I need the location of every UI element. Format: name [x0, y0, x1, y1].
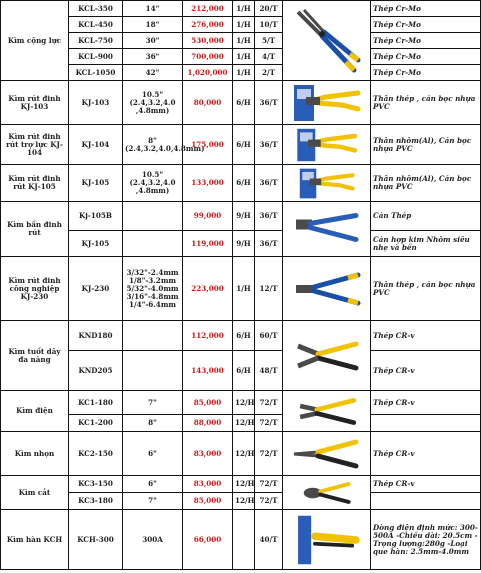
unit-cell: 1/H	[233, 257, 255, 321]
pack-cell: 48/T	[255, 351, 283, 391]
size-cell: 10.5"(2.4,3.2,4.0 ,4.8mm)	[123, 165, 183, 202]
table-row	[1, 125, 481, 165]
price-cell: 212,000	[183, 1, 233, 17]
unit-cell: 1/H	[233, 49, 255, 65]
price-cell: 85,000	[183, 493, 233, 510]
unit-cell: 6/H	[233, 125, 255, 165]
product-image-cell	[283, 165, 371, 202]
size-cell: 6"	[123, 432, 183, 476]
size-cell: 3/32"-2.4mm 1/8"-3.2mm 5/32"-4.0mm 3/16"-4.8mm 1/4"-6.4mm	[123, 257, 183, 321]
pack-cell: 5/T	[255, 33, 283, 49]
linesman-plier-icon	[283, 393, 370, 430]
table-row	[1, 17, 481, 33]
industrial-riveter-icon	[283, 259, 370, 319]
unit-cell	[233, 510, 255, 570]
price-cell: 530,000	[183, 33, 233, 49]
price-cell: 1,020,000	[183, 65, 233, 81]
category-cell: Kìm điện	[1, 391, 69, 432]
table-row	[1, 231, 481, 257]
pack-cell: 72/T	[255, 476, 283, 493]
category-cell: Kìm tuốt dây đa năng	[1, 321, 69, 391]
product-image-cell	[283, 391, 371, 432]
unit-cell: 12/H	[233, 432, 255, 476]
rivet-gun-icon	[283, 127, 370, 163]
pack-cell: 72/T	[255, 493, 283, 510]
size-cell: 300A	[123, 510, 183, 570]
unit-cell: 9/H	[233, 202, 255, 231]
size-cell: 42"	[123, 65, 183, 81]
table-row	[1, 165, 481, 202]
note-cell: Thân nhôm(Al), Cán bọc nhựa PVC	[371, 165, 481, 202]
price-cell: 99,000	[183, 202, 233, 231]
price-cell: 66,000	[183, 510, 233, 570]
table-row	[1, 476, 481, 493]
note-cell: Thép Cr-Mo	[371, 65, 481, 81]
code-cell: KCL-750	[69, 33, 123, 49]
code-cell: KC2-150	[69, 432, 123, 476]
code-cell: KND180	[69, 321, 123, 351]
price-cell: 119,000	[183, 231, 233, 257]
pack-cell: 72/T	[255, 415, 283, 432]
table-row	[1, 321, 481, 351]
size-cell: 14"	[123, 1, 183, 17]
electrode-holder-icon	[283, 512, 370, 568]
unit-cell: 6/H	[233, 81, 255, 125]
size-cell: 7"	[123, 493, 183, 510]
price-cell: 276,000	[183, 17, 233, 33]
category-cell: Kìm cắt	[1, 476, 69, 510]
category-cell: Kìm hàn KCH	[1, 510, 69, 570]
size-cell: 8"	[123, 415, 183, 432]
pack-cell: 2/T	[255, 65, 283, 81]
product-image-cell	[283, 125, 371, 165]
note-cell: Thép Cr-Mo	[371, 33, 481, 49]
category-cell: Kìm rút đinh KJ-103	[1, 81, 69, 125]
category-cell: Kìm rút đinh công nghiệp KJ-230	[1, 257, 69, 321]
pack-cell: 40/T	[255, 510, 283, 570]
size-cell	[123, 351, 183, 391]
code-cell: KCL-350	[69, 1, 123, 17]
unit-cell: 12/H	[233, 391, 255, 415]
pack-cell: 4/T	[255, 49, 283, 65]
unit-cell: 12/H	[233, 476, 255, 493]
table-row	[1, 81, 481, 125]
diagonal-cutter-icon	[283, 478, 370, 508]
price-cell: 143,000	[183, 351, 233, 391]
table-row	[1, 391, 481, 415]
code-cell: KC1-200	[69, 415, 123, 432]
table-row	[1, 415, 481, 432]
product-image-cell	[283, 1, 371, 81]
pack-cell: 20/T	[255, 1, 283, 17]
long-nose-plier-icon	[283, 434, 370, 474]
category-cell: Kìm rút đinh rút trợ lực KJ-104	[1, 125, 69, 165]
size-cell: 10.5"(2.4,3.2,4.0 ,4.8mm)	[123, 81, 183, 125]
code-cell: KC3-150	[69, 476, 123, 493]
code-cell: KCL-900	[69, 49, 123, 65]
code-cell: KJ-104	[69, 125, 123, 165]
unit-cell: 1/H	[233, 33, 255, 49]
note-cell	[371, 415, 481, 432]
size-cell: 7"	[123, 391, 183, 415]
bolt-cutter-icon	[283, 3, 370, 79]
note-cell: Thân thép , cán bọc nhựa PVC	[371, 257, 481, 321]
note-cell: Cán hợp kim Nhôm siêu nhẹ và bền	[371, 231, 481, 257]
note-cell: Thép CR-v	[371, 321, 481, 351]
product-image-cell	[283, 510, 371, 570]
product-image-cell	[283, 202, 371, 257]
note-cell: Thép Cr-Mo	[371, 1, 481, 17]
table-row	[1, 351, 481, 391]
size-cell: 8"(2.4,3.2,4.0,4.8mm)	[123, 125, 183, 165]
note-cell: Thép Cr-Mo	[371, 49, 481, 65]
price-cell: 133,000	[183, 165, 233, 202]
price-cell: 175,000	[183, 125, 233, 165]
pack-cell: 60/T	[255, 321, 283, 351]
table-row	[1, 33, 481, 49]
note-cell: Cán Thép	[371, 202, 481, 231]
pack-cell: 36/T	[255, 125, 283, 165]
code-cell: KCL-450	[69, 17, 123, 33]
product-image-cell	[283, 432, 371, 476]
code-cell: KC1-180	[69, 391, 123, 415]
unit-cell: 6/H	[233, 165, 255, 202]
price-cell: 700,000	[183, 49, 233, 65]
unit-cell: 6/H	[233, 351, 255, 391]
unit-cell: 1/H	[233, 1, 255, 17]
note-cell: Thép Cr-Mo	[371, 17, 481, 33]
size-cell	[123, 231, 183, 257]
code-cell: KJ-105	[69, 165, 123, 202]
size-cell: 18"	[123, 17, 183, 33]
wire-stripper-icon	[283, 323, 370, 389]
pack-cell: 36/T	[255, 81, 283, 125]
note-cell: Thân thép , cán bọc nhựa PVC	[371, 81, 481, 125]
category-cell: Kìm nhọn	[1, 432, 69, 476]
size-cell: 30"	[123, 33, 183, 49]
pack-cell: 36/T	[255, 202, 283, 231]
code-cell: KCH-300	[69, 510, 123, 570]
pack-cell: 10/T	[255, 17, 283, 33]
table-row	[1, 257, 481, 321]
note-cell: Thép CR-v	[371, 351, 481, 391]
table-row	[1, 510, 481, 570]
rivet-gun-icon	[283, 83, 370, 123]
unit-cell: 9/H	[233, 231, 255, 257]
price-cell: 88,000	[183, 415, 233, 432]
note-cell	[371, 493, 481, 510]
product-image-cell	[283, 257, 371, 321]
pack-cell: 72/T	[255, 391, 283, 415]
pack-cell: 36/T	[255, 165, 283, 202]
price-cell: 112,000	[183, 321, 233, 351]
code-cell: KJ-103	[69, 81, 123, 125]
pack-cell: 72/T	[255, 432, 283, 476]
category-cell: Kìm cộng lực	[1, 1, 69, 81]
table-row	[1, 49, 481, 65]
note-cell: Thép CR-v	[371, 476, 481, 493]
table-row	[1, 1, 481, 17]
product-image-cell	[283, 476, 371, 510]
unit-cell: 6/H	[233, 321, 255, 351]
price-cell: 83,000	[183, 476, 233, 493]
unit-cell: 1/H	[233, 17, 255, 33]
note-cell: Thân nhôm(Al), Cán bọc nhựa PVC	[371, 125, 481, 165]
code-cell: KJ-105	[69, 231, 123, 257]
table-row	[1, 432, 481, 476]
price-cell: 85,000	[183, 391, 233, 415]
unit-cell: 12/H	[233, 415, 255, 432]
table-row	[1, 202, 481, 231]
table-row	[1, 493, 481, 510]
price-cell: 83,000	[183, 432, 233, 476]
product-image-cell	[283, 321, 371, 391]
size-cell	[123, 321, 183, 351]
category-cell: Kìm rút đinh rút KJ-105	[1, 165, 69, 202]
code-cell: KND205	[69, 351, 123, 391]
price-cell: 80,000	[183, 81, 233, 125]
code-cell: KJ-230	[69, 257, 123, 321]
table-row	[1, 65, 481, 81]
code-cell: KC3-180	[69, 493, 123, 510]
note-cell: Dòng điện định mức: 300-500A -Chiều dài: 20.5cm -Trọng lượng:280g -Loại que hàn: 2.5mm-4.0mm	[371, 510, 481, 570]
rivet-gun-icon	[283, 167, 370, 200]
note-cell: Thép CR-v	[371, 432, 481, 476]
pack-cell: 36/T	[255, 231, 283, 257]
category-cell: Kìm bấn đinh rút	[1, 202, 69, 257]
code-cell: KCL-1050	[69, 65, 123, 81]
pack-cell: 12/T	[255, 257, 283, 321]
price-cell: 223,000	[183, 257, 233, 321]
rivet-plier-icon	[283, 204, 370, 255]
product-image-cell	[283, 81, 371, 125]
unit-cell: 12/H	[233, 493, 255, 510]
size-cell	[123, 202, 183, 231]
size-cell: 36"	[123, 49, 183, 65]
size-cell: 6"	[123, 476, 183, 493]
note-cell: Thép CR-v	[371, 391, 481, 415]
code-cell: Kj-105B	[69, 202, 123, 231]
unit-cell: 1/H	[233, 65, 255, 81]
